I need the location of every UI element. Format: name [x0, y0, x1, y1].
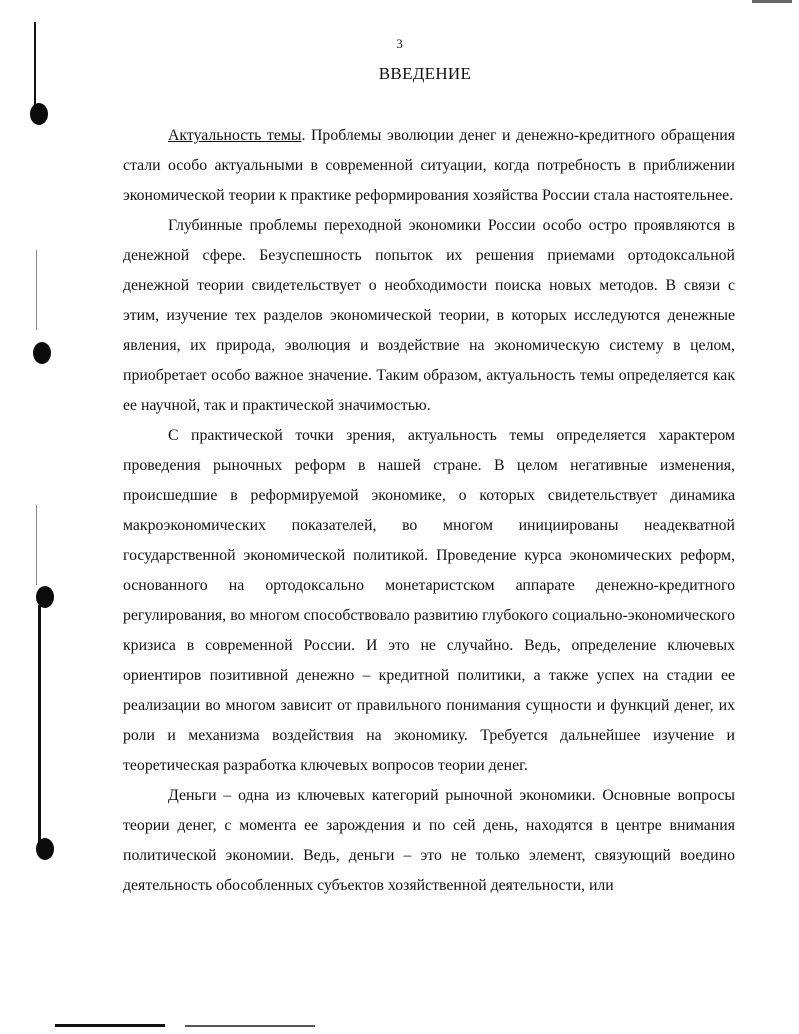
bottom-scan-bar-2: [185, 1025, 315, 1027]
margin-scan-line-lower: [36, 505, 37, 585]
document-body: [123, 121, 735, 901]
paragraph-relevance: [123, 121, 735, 211]
page-title: ВВЕДЕНИЕ: [378, 64, 472, 83]
paragraph-3: С практической точки зрения, актуальность темы определяется характером проведения рыночных реформ в нашей стране. В целом негативные изменения, происшедшие в реформируемой экономике, о которых свидетельствует динамика макроэкономических показателей, во многом инициированы неадекватной государственной экономической политикой. Проведение курса экономических реформ, основанного на ортодоксально монетаристском аппарате денежно-кредитного регулирования, во многом способствовало развитию глубокого социально-экономического кризиса в современной России. И это не случайно. Ведь, определение ключевых ориентиров позитивной денежно – кредитной политики, а также успех на стадии ее реализации во многом зависит от правильного понимания сущности и функций денег, их роли и механизма воздействия на экономику. Требуется дальнейшее изучение и теоретическая разработка ключевых вопросов теории денег.: [123, 427, 735, 774]
punch-hole-2: [33, 342, 51, 364]
top-right-scan-mark: [752, 0, 792, 3]
margin-scan-line-bottom: [38, 605, 41, 845]
bottom-scan-bar: [55, 1024, 165, 1027]
punch-hole-1: [30, 103, 48, 125]
margin-scan-line-mid: [36, 250, 37, 330]
punch-hole-4: [36, 838, 54, 860]
page-number: 3: [396, 36, 403, 51]
paragraph-4: Деньги – одна из ключевых категорий рыночной экономики. Основные вопросы теории денег, с момента ее зарождения и по сей день, находятся в центре внимания политической экономии. Ведь, деньги – это не только элемент, связующий воедино деятельность обособленных субъектов хозяйственной деятельности, или: [123, 787, 735, 894]
relevance-label: Актуальность темы: [168, 127, 302, 144]
paragraph-1-text: . Проблемы эволюции денег и денежно-кредитного обращения стали особо актуальными в современной ситуации, когда потребность в приближении экономической теории к практике реформирования хозяйства России стала настоятельнее.: [123, 127, 735, 204]
paragraph-2: Глубинные проблемы переходной экономики России особо остро проявляются в денежной сфере. Безуспешность попыток их решения приемами ортодоксальной денежной теории свидетельствует о необходимости поиска новых методов. В связи с этим, изучение тех разделов экономической теории, в которых исследуются денежные явления, их природа, эволюция и воздействие на экономическую систему в целом, приобретает особо важное значение. Таким образом, актуальность темы определяется как ее научной, так и практической значимостью.: [123, 217, 735, 414]
